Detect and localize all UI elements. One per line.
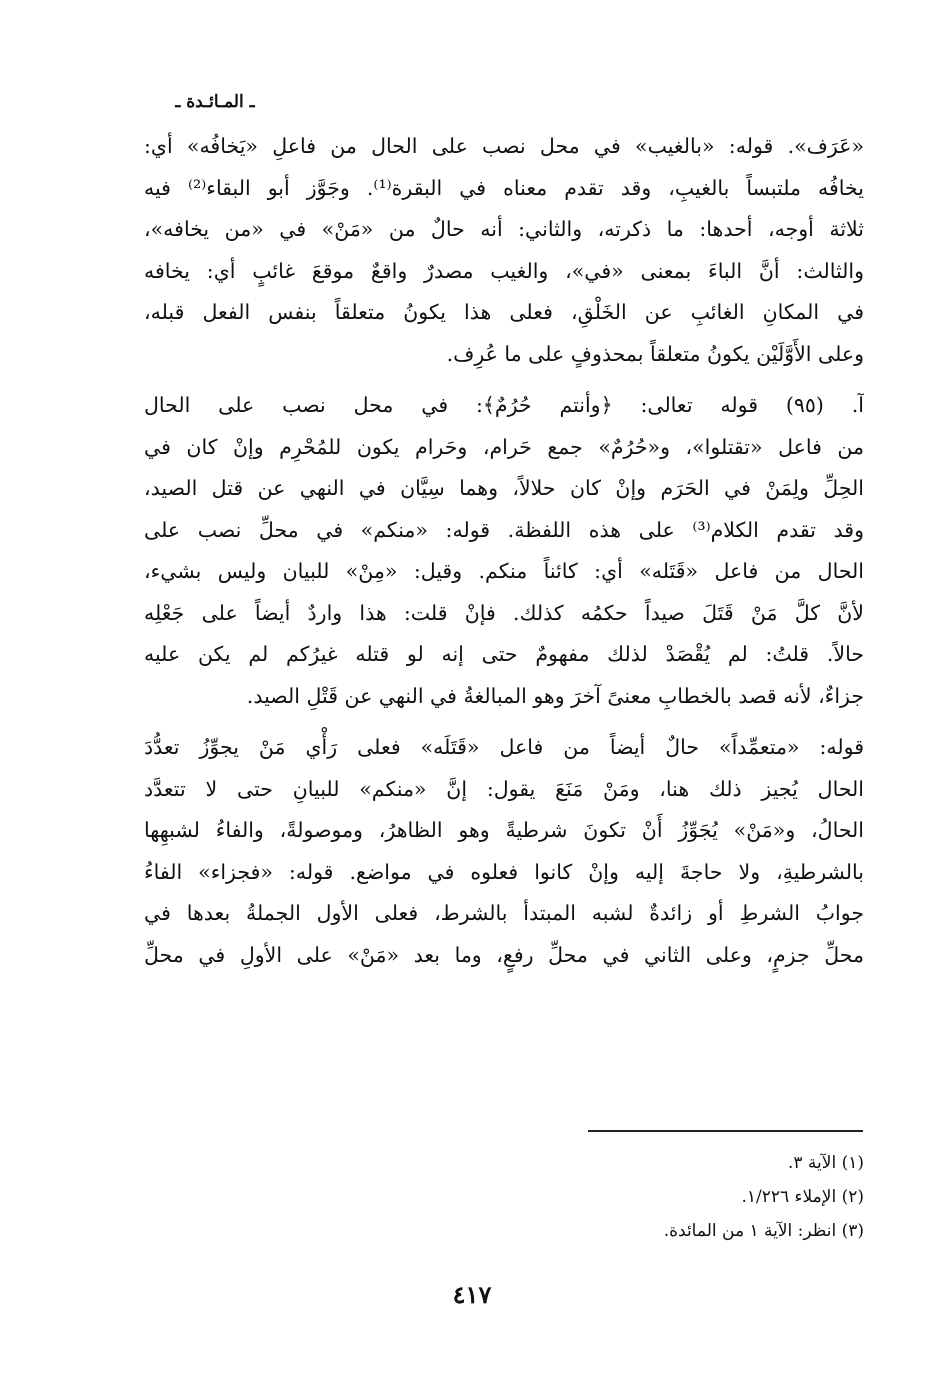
text-line: محلِّ جزمٍ، وعلى الثاني في محلِّ رفعٍ، وما بعد «مَنْ» على الأولِ في محلِّ — [144, 942, 864, 967]
text-line: والثالث: أنَّ الباءَ بمعنى «في»، والغيب مصدرٌ واقعٌ موقعَ غائبٍ أي: يخافه — [144, 258, 864, 283]
footnote: (٣) انظر: الآية ١ من المائدة. — [663, 1221, 864, 1241]
text-line: في المكانِ الغائبِ عن الخَلْقِ، فعلى هذا يكونُ متعلقاً بنفس الفعل قبله، — [144, 300, 864, 324]
text-line: لأنَّ كلَّ مَنْ قَتَلَ صيداً حكمُه كذلك. فإنْ قلت: هذا واردٌ أيضاً على جَعْلِه — [144, 600, 864, 625]
running-header: ـ المـائـدة ـ — [175, 92, 255, 112]
paragraph — [144, 126, 864, 375]
text-line: جوابُ الشرطِ أو زائدةٌ لشبه المبتدأ بالشرط، فعلى الأول الجملةُ بعدها في — [144, 901, 864, 925]
page-number: ٤١٧ — [452, 1280, 492, 1309]
text-line: آ. (٩٥) قوله تعالى: ﴿وأنتم حُرُمٌ﴾: في محل نصب على الحال — [144, 393, 864, 417]
text-line: وقد تقدم الكلام⁽³⁾ على هذه اللفظة. قوله: «منكم» في محلِّ نصب على — [144, 517, 864, 542]
text-line: حالاً. قلتُ: لم يُقْصَدْ لذلك مفهومٌ حتى إنه لو قتله غيرُكم لم يكن عليه — [144, 642, 864, 666]
text-line: ثلاثة أوجه، أحدها: ما ذكرته، والثاني: أنه حالٌ من «مَنْ» في «من يخافه»، — [144, 217, 864, 241]
footnote: (١) الآية ٣. — [787, 1153, 864, 1173]
paragraph — [144, 727, 864, 976]
text-line: وعلى الأَوَّلَيْن يكونُ متعلقاً بمحذوفٍ على ما عُرِف. — [446, 341, 864, 366]
footnote: (٢) الإملاء ١/٢٢٦. — [741, 1187, 864, 1207]
body-text — [144, 126, 864, 976]
footnote-divider — [588, 1130, 863, 1132]
text-line: الحالُ، و«مَنْ» يُجَوِّزُ أَنْ تكونَ شرطيةً وهو الظاهرُ، وموصولةً، والفاءُ لشبهِها — [144, 818, 864, 842]
paragraph — [144, 385, 864, 717]
text-line: بالشرطيةِ، ولا حاجةَ إليه وإنْ كانوا فعلوه في مواضع. قوله: «فجزاء» الفاءُ — [144, 859, 864, 884]
text-line: الحال من فاعل «قَتَله» أي: كائناً منكم. وقيل: «مِنْ» للبيان وليس بشيء، — [144, 559, 864, 583]
footnotes — [500, 1146, 864, 1248]
text-line: يخافُه ملتبساً بالغيبِ، وقد تقدم معناه في البقرة⁽¹⁾. وجَوَّز أبو البقاء⁽²⁾ فيه — [144, 175, 864, 200]
text-line: جزاءٌ، لأنه قصد بالخطابِ معنىً آخرَ وهو المبالغةُ في النهي عن قَتْلِ الصيد. — [246, 683, 864, 708]
text-line: الحِلِّ ولِمَنْ في الحَرَم وإنْ كان حلالاً، وهما سِيَّان في النهي عن قتل الصيد، — [144, 476, 864, 500]
text-line: الحال يُجيز ذلك هنا، ومَنْ مَنَعَ يقول: إنَّ «منكم» للبيانِ حتى لا تتعدَّد — [144, 776, 864, 801]
text-line: من فاعل «تقتلوا»، و«حُرُمٌ» جمع حَرام، وحَرام يكون للمُحْرِم وإنْ كان في — [144, 434, 864, 459]
text-line: «عَرَف». قوله: «بالغيب» في محل نصب على الحال من فاعلِ «يَخافُه» أي: — [144, 134, 864, 158]
text-line: قوله: «متعمِّداً» حالٌ أيضاً من فاعل «قَتَلَه» فعلى رَأْي مَنْ يجوِّزُ تعدُّدَ — [144, 735, 864, 759]
